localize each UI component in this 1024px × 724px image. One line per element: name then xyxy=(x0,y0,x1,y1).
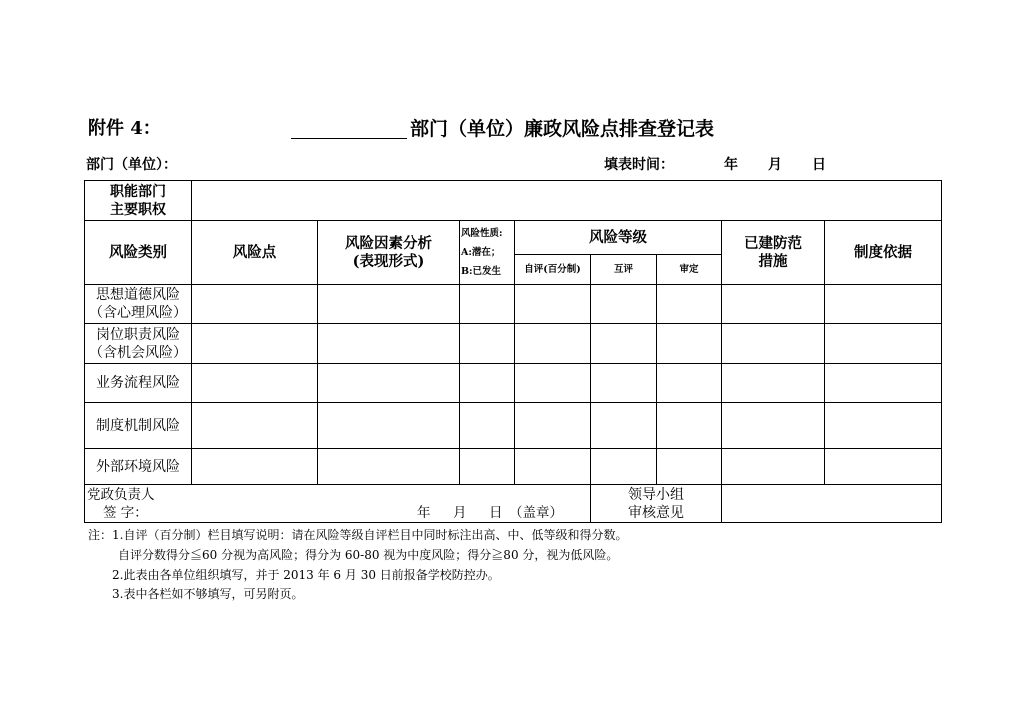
measures-cell[interactable] xyxy=(722,324,825,364)
table-row xyxy=(85,324,942,364)
group-review-label: 领导小组 审核意见 xyxy=(591,485,722,523)
note-line-1: 注：1.自评（百分制）栏目填写说明：请在风险等级自评栏目中同时标注出高、中、低等级和得分数。 xyxy=(88,528,628,542)
risk-nature-cell[interactable] xyxy=(460,449,515,485)
self-eval-cell[interactable] xyxy=(515,449,591,485)
fill-day: 日 xyxy=(812,157,826,173)
note-line-3: 2.此表由各单位组织填写，并于 2013 年 6 月 30 日前报备学校防控办。 xyxy=(112,568,500,582)
risk-nature-cell[interactable] xyxy=(460,285,515,324)
mutual-eval-cell[interactable] xyxy=(591,449,657,485)
risk-point-cell[interactable] xyxy=(192,449,318,485)
risk-register-table xyxy=(84,180,942,523)
fill-year: 年 xyxy=(724,157,738,173)
risk-factor-cell[interactable] xyxy=(318,403,460,449)
fill-month: 月 xyxy=(768,157,782,173)
basis-cell[interactable] xyxy=(825,364,942,403)
title-blank-line xyxy=(291,138,407,139)
col-category-header: 风险类别 xyxy=(85,221,192,285)
risk-category: 制度机制风险 xyxy=(85,403,192,449)
review-cell[interactable] xyxy=(657,324,722,364)
leader-label: 党政负责人 xyxy=(87,487,155,503)
measures-cell[interactable] xyxy=(722,364,825,403)
basis-cell[interactable] xyxy=(825,324,942,364)
col-factor-header: 风险因素分析 (表现形式) xyxy=(318,221,460,285)
risk-category: 岗位职责风险 （含机会风险） xyxy=(85,324,192,364)
leader-signature-cell[interactable] xyxy=(85,485,591,523)
table-row xyxy=(85,364,942,403)
review-cell[interactable] xyxy=(657,285,722,324)
risk-nature-cell[interactable] xyxy=(460,324,515,364)
group-review-input[interactable] xyxy=(722,485,942,523)
risk-nature-cell[interactable] xyxy=(460,364,515,403)
risk-point-cell[interactable] xyxy=(192,285,318,324)
duty-input-cell[interactable] xyxy=(192,181,942,221)
review-cell[interactable] xyxy=(657,449,722,485)
risk-point-cell[interactable] xyxy=(192,364,318,403)
risk-nature-cell[interactable] xyxy=(460,403,515,449)
measures-cell[interactable] xyxy=(722,449,825,485)
mutual-eval-cell[interactable] xyxy=(591,324,657,364)
table-row xyxy=(85,449,942,485)
col-nature-header: 风险性质: A:潜在； B:已发生 xyxy=(460,221,515,285)
risk-category: 外部环境风险 xyxy=(85,449,192,485)
col-basis-header: 制度依据 xyxy=(825,221,942,285)
basis-cell[interactable] xyxy=(825,285,942,324)
mutual-eval-cell[interactable] xyxy=(591,364,657,403)
table-row xyxy=(85,403,942,449)
risk-point-cell[interactable] xyxy=(192,324,318,364)
dept-label: 部门（单位）： xyxy=(86,157,177,173)
basis-cell[interactable] xyxy=(825,449,942,485)
measures-cell[interactable] xyxy=(722,285,825,324)
sub-self-header: 自评(百分制) xyxy=(515,255,591,285)
sign-month: 月 xyxy=(453,505,467,521)
seal-label: （盖章） xyxy=(509,505,563,521)
note-line-2: 自评分数得分≦60 分视为高风险；得分为 60-80 视为中度风险；得分≧80 分，视为低风险。 xyxy=(118,548,619,562)
duty-label-line2: 主要职权 xyxy=(110,201,166,218)
risk-factor-cell[interactable] xyxy=(318,449,460,485)
col-point-header: 风险点 xyxy=(192,221,318,285)
form-title: 部门（单位）廉政风险点排查登记表 xyxy=(410,118,715,140)
table-row xyxy=(85,285,942,324)
col-measures-header: 已建防范 措施 xyxy=(722,221,825,285)
measures-cell[interactable] xyxy=(722,403,825,449)
col-level-header: 风险等级 xyxy=(515,221,722,255)
self-eval-cell[interactable] xyxy=(515,285,591,324)
self-eval-cell[interactable] xyxy=(515,403,591,449)
note-line-4: 3.表中各栏如不够填写，可另附页。 xyxy=(112,587,304,601)
risk-factor-cell[interactable] xyxy=(318,285,460,324)
sign-day: 日 xyxy=(489,505,503,521)
mutual-eval-cell[interactable] xyxy=(591,285,657,324)
attachment-label: 附件 4： xyxy=(88,118,161,139)
risk-point-cell[interactable] xyxy=(192,403,318,449)
review-cell[interactable] xyxy=(657,364,722,403)
risk-category: 业务流程风险 xyxy=(85,364,192,403)
sign-year: 年 xyxy=(417,505,431,521)
fill-time-label: 填表时间： xyxy=(604,157,674,173)
self-eval-cell[interactable] xyxy=(515,324,591,364)
sub-review-header: 审定 xyxy=(657,255,722,285)
self-eval-cell[interactable] xyxy=(515,364,591,403)
sub-mutual-header: 互评 xyxy=(591,255,657,285)
risk-factor-cell[interactable] xyxy=(318,364,460,403)
sign-label: 签 字： xyxy=(103,505,148,521)
risk-category: 思想道德风险 （含心理风险） xyxy=(85,285,192,324)
basis-cell[interactable] xyxy=(825,403,942,449)
duty-label-cell xyxy=(85,181,192,221)
review-cell[interactable] xyxy=(657,403,722,449)
mutual-eval-cell[interactable] xyxy=(591,403,657,449)
risk-factor-cell[interactable] xyxy=(318,324,460,364)
duty-label-line1: 职能部门 xyxy=(110,183,166,200)
